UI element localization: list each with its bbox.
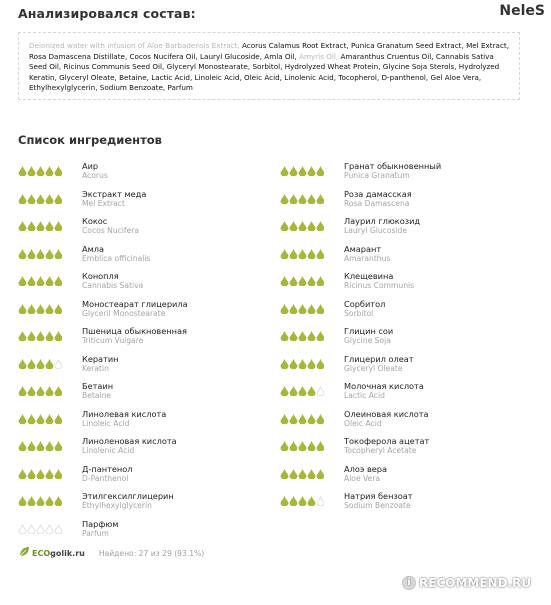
ingredient-names <box>344 354 414 374</box>
ingredient-name-ru[interactable]: Глицерил олеат <box>344 353 414 364</box>
ingredient-name-ru[interactable]: Сорбитол <box>344 298 386 309</box>
rating-drops-icon <box>18 221 62 231</box>
ingredient-name-latin: Mel Extract <box>82 198 125 208</box>
composition-ingredient: Amyris Oil, <box>299 51 339 61</box>
rating-drops-icon <box>280 469 324 479</box>
ingredients-right-column <box>280 160 530 518</box>
ingredient-names <box>82 491 174 511</box>
ingredient-name-ru[interactable]: Линолевая кислота <box>82 408 167 419</box>
ingredient-item[interactable] <box>18 435 268 463</box>
rating-drops-icon <box>280 386 324 396</box>
ingredient-name-ru[interactable]: Д-пантенол <box>82 463 133 474</box>
ingredient-names <box>82 189 146 209</box>
rating-drops-icon <box>18 166 62 176</box>
rating-drops-icon <box>18 331 62 341</box>
ingredient-item[interactable] <box>18 160 268 188</box>
composition-ingredient: Lauryl Glucoside, <box>200 51 262 61</box>
rating-drops-icon <box>18 414 62 424</box>
ingredient-names <box>82 519 118 539</box>
ingredient-item[interactable] <box>280 463 530 491</box>
ingredient-item[interactable] <box>18 243 268 271</box>
composition-ingredient: Sodium Benzoate, <box>99 83 166 93</box>
ingredient-name-ru[interactable]: Пшеница обыкновенная <box>82 326 187 336</box>
brand-name: NeleS <box>499 3 545 19</box>
composition-ingredient: Glyceryl Monostearate, <box>166 62 251 72</box>
composition-ingredient: Amaranthus Cruentus Oil, <box>340 51 434 61</box>
ingredient-names <box>82 299 188 319</box>
rating-drops-icon <box>18 194 62 204</box>
ingredient-name-ru[interactable]: Роза дамасская <box>344 188 412 199</box>
ingredient-item[interactable] <box>18 408 268 436</box>
ingredient-item[interactable] <box>18 215 268 243</box>
footer <box>18 546 204 560</box>
ingredient-names <box>82 409 166 429</box>
ingredient-name-latin: Lactic Acid <box>344 391 385 400</box>
composition-ingredient: Punica Granatum Seed Extract, <box>350 41 464 50</box>
ingredient-names <box>344 381 424 401</box>
rating-drops-icon <box>280 441 324 451</box>
rating-drops-icon <box>280 249 324 259</box>
ingredient-name-latin: Oleic Acid <box>344 418 382 428</box>
ingredient-name-latin: D-Panthenol <box>82 473 129 483</box>
ingredient-names <box>344 271 414 291</box>
ingredient-name-ru[interactable]: Экстракт меда <box>82 188 147 199</box>
rating-drops-icon <box>280 166 324 176</box>
ingredient-name-latin: Acorus <box>82 171 108 180</box>
ingredient-name-ru[interactable]: Олеиновая кислота <box>344 408 429 419</box>
ingredient-name-latin: Ethylhexylglycerin <box>82 501 152 510</box>
ingredient-names <box>82 271 143 291</box>
ingredient-name-ru[interactable]: Моностеарат глицерила <box>82 298 188 309</box>
composition-ingredient: D-panthenol, <box>381 72 429 82</box>
composition-ingredient: Mel Extract, <box>466 41 509 50</box>
ingredient-name-ru[interactable]: Молочная кислота <box>344 381 424 391</box>
ingredient-item[interactable] <box>280 298 530 326</box>
composition-ingredient: Hydrolyzed Wheat Protein, <box>284 62 381 72</box>
ingredient-names <box>82 216 139 236</box>
composition-ingredient: Acorus Calamus Root Extract, <box>241 41 349 50</box>
composition-ingredient: Glycine Soja Sterols, <box>382 62 457 72</box>
ingredients-title: Список ингредиентов <box>18 133 162 147</box>
recommend-logo-icon: i <box>402 576 416 590</box>
ingredient-item[interactable] <box>18 325 268 353</box>
composition-ingredient: Ricinus Communis Seed Oil, <box>63 62 165 72</box>
ingredient-name-ru[interactable]: Гранат обыкновенный <box>344 161 442 171</box>
rating-drops-icon <box>18 524 62 534</box>
ingredient-item[interactable] <box>280 353 530 381</box>
composition-ingredient: Sorbitol, <box>252 62 283 72</box>
ingredient-name-ru[interactable]: Глицин сои <box>344 326 394 336</box>
rating-drops-icon <box>18 304 62 314</box>
composition-ingredient: Hydrolyzed Keratin, <box>29 62 500 82</box>
ingredient-name-ru[interactable]: Аир <box>82 161 99 171</box>
ingredient-name-latin: Triticum Vulgare <box>82 336 144 345</box>
ingredient-item[interactable] <box>18 353 268 381</box>
ingredient-name-latin: Parfum <box>82 528 109 538</box>
watermark-text: RECOMMEND.RU <box>419 576 532 590</box>
ingredients-left-column <box>18 160 268 545</box>
ingredient-item[interactable] <box>18 380 268 408</box>
ingredient-names <box>82 326 187 346</box>
ingredient-name-ru[interactable]: Бетаин <box>82 381 114 391</box>
ingredient-name-ru[interactable]: Кокос <box>82 216 108 226</box>
rating-drops-icon <box>280 331 324 341</box>
leaf-icon <box>18 546 30 560</box>
ingredient-names <box>344 326 393 346</box>
composition-ingredient: Betaine, <box>119 72 149 82</box>
ingredient-name-latin: Ricinus Communis <box>344 281 415 290</box>
ingredient-item[interactable] <box>280 408 530 436</box>
ingredient-name-ru[interactable]: Линоленовая кислота <box>82 436 177 446</box>
ingredient-name-latin: Punica Granatum <box>344 171 410 180</box>
rating-drops-icon <box>18 386 62 396</box>
rating-drops-icon <box>280 194 324 204</box>
ingredient-item[interactable] <box>18 270 268 298</box>
ingredient-names <box>344 409 429 429</box>
ingredient-names <box>82 354 119 374</box>
rating-drops-icon <box>18 249 62 259</box>
ingredient-name-ru[interactable]: Этилгексилглицерин <box>82 491 174 501</box>
ingredient-names <box>82 161 108 181</box>
ingredient-name-ru[interactable]: Клещевина <box>344 271 394 281</box>
ingredient-name-latin: Amaranthus <box>344 253 391 263</box>
rating-drops-icon <box>18 469 62 479</box>
page-title: Анализировался состав: <box>18 6 196 21</box>
recommend-watermark <box>402 573 542 593</box>
ingredient-item[interactable] <box>280 490 530 518</box>
logo-prefix: ECO <box>32 548 51 558</box>
composition-ingredient: Oleic Acid, <box>244 72 282 82</box>
ingredient-names <box>82 464 132 484</box>
ingredient-names <box>344 464 387 484</box>
ingredient-name-ru[interactable]: Амарант <box>344 243 382 254</box>
composition-ingredient: Cocos Nucifera Oil, <box>129 51 198 61</box>
composition-ingredient: Ethylhexylglycerin, <box>29 83 98 93</box>
composition-box <box>18 32 520 100</box>
ingredient-name-latin: Sorbitol <box>344 308 374 318</box>
ingredient-name-latin: Glyceril Monostearate <box>82 308 166 318</box>
ingredient-name-latin: Sodium Benzoate <box>344 501 411 510</box>
ingredient-names <box>82 436 177 456</box>
ingredient-item[interactable] <box>280 380 530 408</box>
ingredient-names <box>344 299 385 319</box>
ingredient-name-ru[interactable]: Парфюм <box>82 518 119 529</box>
ingredient-name-latin: Cannabis Sativa <box>82 281 144 290</box>
ingredient-name-ru[interactable]: Натрия бензоат <box>344 491 413 501</box>
ingredient-names <box>344 491 413 511</box>
ingredient-item[interactable] <box>18 188 268 216</box>
ingredient-name-latin: Betaine <box>82 391 112 400</box>
logo-suffix: golik.ru <box>50 548 85 558</box>
rating-drops-icon <box>280 414 324 424</box>
ingredient-item[interactable] <box>280 160 530 188</box>
ingredient-names <box>344 436 429 456</box>
ingredient-name-ru[interactable]: Алоэ вера <box>344 463 388 474</box>
composition-ingredient: Cannabis Sativa Seed Oil, <box>29 51 494 72</box>
ingredient-names <box>82 244 150 264</box>
ingredient-names <box>82 381 113 401</box>
composition-ingredient: Gel Aloe Vera, <box>430 72 482 82</box>
ingredient-name-latin: Keratin <box>82 363 109 373</box>
composition-ingredient: Parfum <box>167 83 193 93</box>
composition-ingredient: Lactic Acid, <box>151 72 193 82</box>
ingredient-name-latin: Glycine Soja <box>344 336 391 345</box>
composition-ingredient: Glyceryl Oleate, <box>59 72 117 82</box>
ingredient-names <box>344 244 390 264</box>
composition-ingredient: Rosa Damascena Distillate, <box>29 51 128 61</box>
ingredient-name-latin: Rosa Damascena <box>344 198 410 208</box>
rating-drops-icon <box>280 304 324 314</box>
ingredient-names <box>344 189 412 209</box>
ingredient-item[interactable] <box>18 298 268 326</box>
ingredient-name-ru[interactable]: Конопля <box>82 271 119 281</box>
ecogolik-logo[interactable] <box>18 546 85 560</box>
ingredient-item[interactable] <box>280 325 530 353</box>
composition-ingredient: Tocopherol, <box>338 72 380 82</box>
ingredient-name-latin: Emblica officinalis <box>82 253 151 263</box>
rating-drops-icon <box>18 496 62 506</box>
ingredient-name-latin: Cocos Nucifera <box>82 226 140 235</box>
rating-drops-icon <box>280 359 324 369</box>
ingredient-item[interactable] <box>280 243 530 271</box>
ingredient-name-latin: Linolenic Acid <box>82 446 135 455</box>
rating-drops-icon <box>18 276 62 286</box>
ingredient-names <box>344 216 420 236</box>
ingredient-name-ru[interactable]: Кератин <box>82 353 119 364</box>
ingredient-name-latin: Tocopheryl Acetate <box>344 446 417 455</box>
ingredient-name-latin: Aloe Vera <box>344 473 381 483</box>
ingredient-name-latin: Glyceryl Oleate <box>344 363 403 373</box>
ingredient-item[interactable] <box>18 518 268 546</box>
ingredient-name-ru[interactable]: Лаурил глюкозид <box>344 216 421 226</box>
composition-ingredient: Linoleic Acid, <box>194 72 242 82</box>
ingredient-item[interactable] <box>18 490 268 518</box>
ingredient-name-latin: Lauryl Glucoside <box>344 226 408 235</box>
ingredient-item[interactable] <box>280 270 530 298</box>
composition-ingredient: Amla Oil, <box>264 51 297 61</box>
ingredient-names <box>344 161 441 181</box>
ingredient-item[interactable] <box>18 463 268 491</box>
composition-ingredient: Linolenic Acid, <box>284 72 336 82</box>
ingredient-item[interactable] <box>280 215 530 243</box>
rating-drops-icon <box>280 276 324 286</box>
rating-drops-icon <box>18 441 62 451</box>
ingredient-name-ru[interactable]: Амла <box>82 243 105 254</box>
ingredient-name-latin: Linoleic Acid <box>82 418 130 428</box>
ingredient-name-ru[interactable]: Токоферола ацетат <box>344 436 430 446</box>
rating-drops-icon <box>280 221 324 231</box>
found-count: Найдено: 27 из 29 (93.1%) <box>98 548 205 558</box>
rating-drops-icon <box>280 496 324 506</box>
ingredient-item[interactable] <box>280 435 530 463</box>
composition-ingredient: Deionized water with infusion of Aloe Barbadensis Extract, <box>29 41 240 50</box>
rating-drops-icon <box>18 359 62 369</box>
ingredient-item[interactable] <box>280 188 530 216</box>
